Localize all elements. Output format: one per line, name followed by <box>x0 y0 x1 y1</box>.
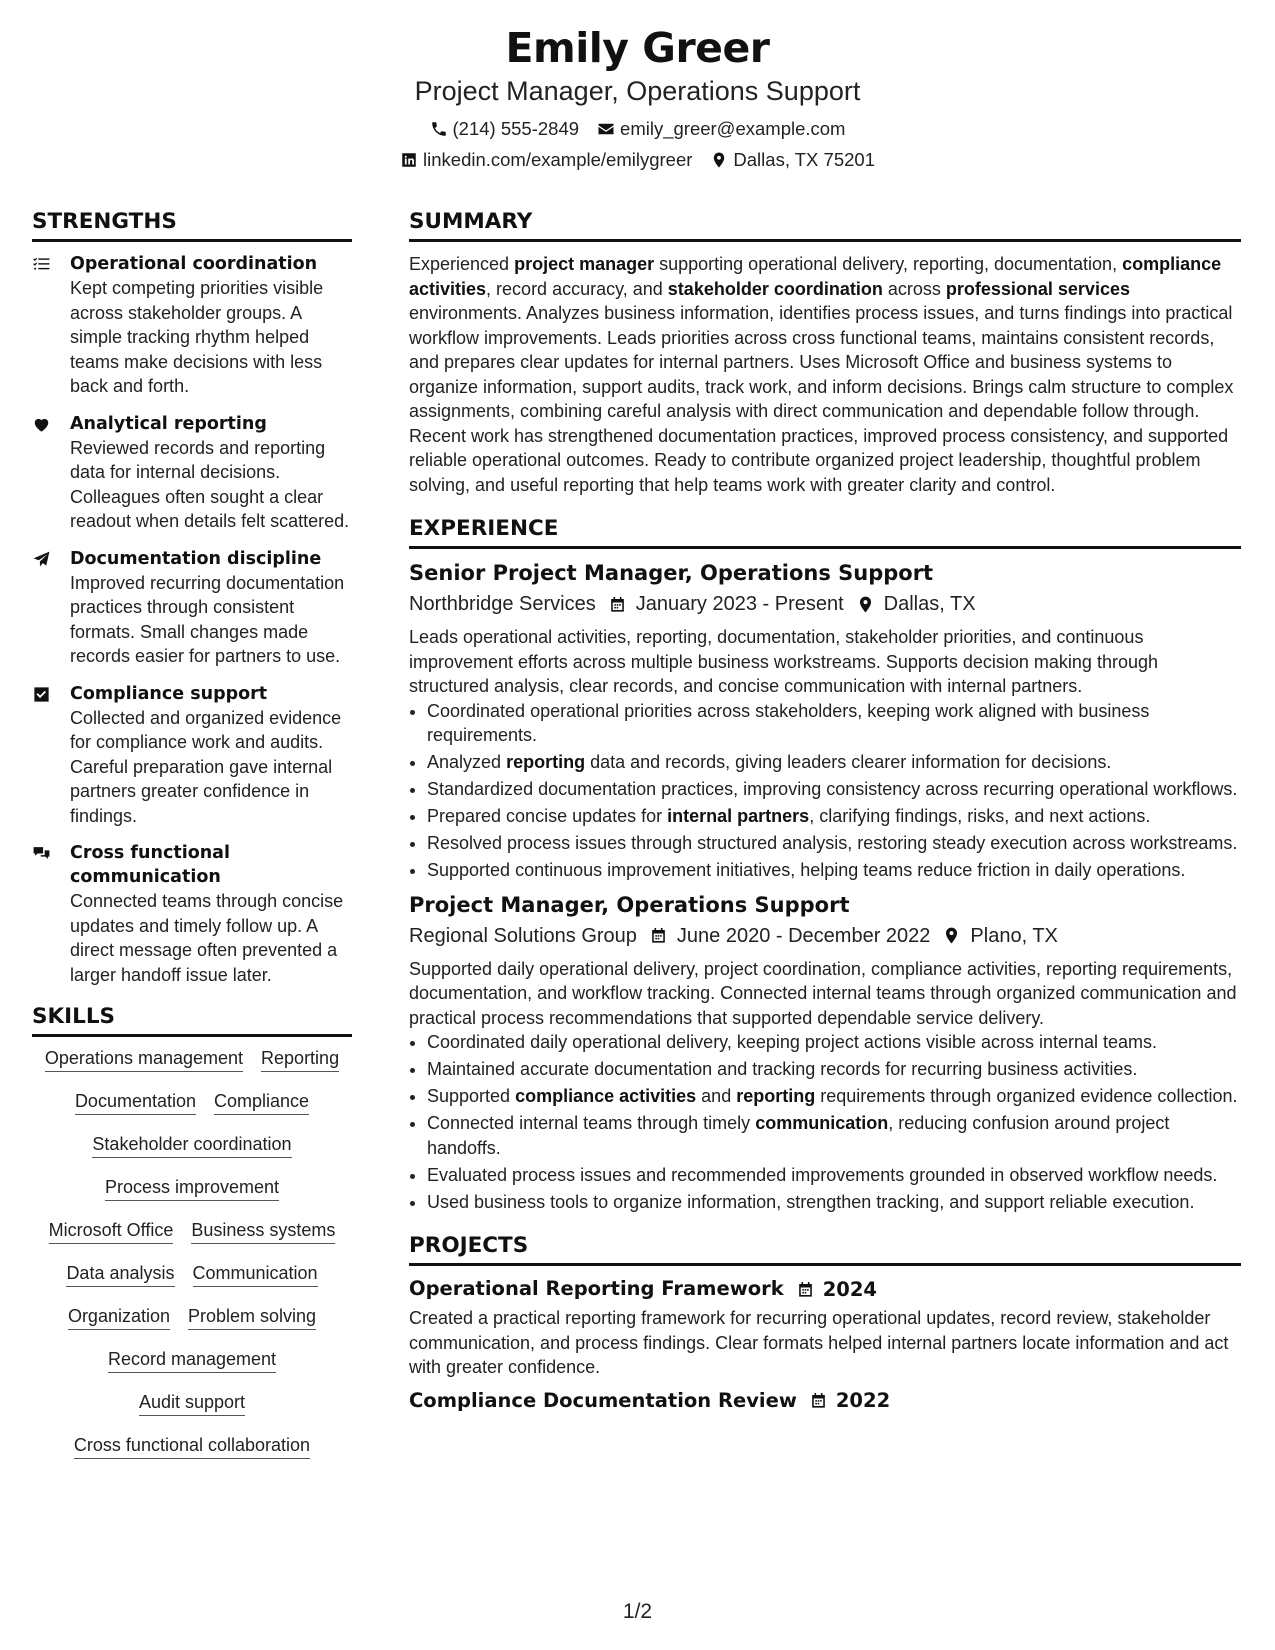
job-meta <box>409 591 1241 617</box>
project-entry <box>409 1276 1241 1380</box>
job-bullet: • Resolved process issues through structured analysis, restoring steady execution across workstreams. <box>427 831 1241 856</box>
list-check-icon <box>32 255 51 274</box>
candidate-title: Project Manager, Operations Support <box>414 76 861 106</box>
heart-icon <box>32 415 51 434</box>
strength-description: Kept competing priorities visible across stakeholder groups. A simple tracking rhythm helped teams make decisions with less back and forth. <box>70 278 324 396</box>
job-bullet: • Used business tools to organize information, strengthen tracking, and support reliable execution. <box>427 1190 1241 1215</box>
strength-icon-wrap <box>32 412 70 534</box>
strength-title: Cross functional communication <box>70 843 230 887</box>
paper-plane-icon <box>32 550 51 569</box>
job-bullets <box>409 699 1241 883</box>
calendar-icon <box>608 595 627 614</box>
checkbox-icon <box>32 685 51 704</box>
skill-tag: Organization <box>68 1305 170 1330</box>
strength-body <box>70 252 352 399</box>
project-name: Operational Reporting Framework <box>409 1277 784 1300</box>
job-dates-text: June 2020 - December 2022 <box>676 924 931 947</box>
job-bullet: • Supported compliance activities and reporting requirements through organized evidence collection. <box>427 1084 1241 1109</box>
calendar-icon <box>809 1391 828 1410</box>
job-description: Supported daily operational delivery, project coordination, compliance activities, reporting requirements, documentation, and workflow tracking. Connected internal teams through organized communication and practical process recommendations that supported dependable service delivery. <box>409 958 1237 1028</box>
job-entry <box>409 559 1241 883</box>
strength-description: Reviewed records and reporting data for internal decisions. Colleagues often sought a clear readout when details felt scattered. <box>70 437 350 531</box>
strength-title: Documentation discipline <box>70 548 322 569</box>
strength-icon-wrap <box>32 682 70 829</box>
skill-row <box>32 1348 352 1373</box>
job-dates-text: January 2023 - Present <box>635 593 844 615</box>
phone-icon <box>430 120 448 138</box>
experience-heading: EXPERIENCE <box>409 515 1241 549</box>
project-date-text: 2024 <box>822 1277 877 1301</box>
job-dates <box>649 923 931 949</box>
skill-row <box>32 1047 352 1072</box>
strength-item <box>32 841 352 987</box>
left-column <box>32 208 352 1477</box>
skill-row <box>32 1391 352 1416</box>
projects-list <box>409 1276 1241 1414</box>
strength-description: Improved recurring documentation practices through consistent formats. Small changes made records easier for partners to use. <box>70 572 345 666</box>
strength-body <box>70 547 352 669</box>
strength-description: Connected teams through concise updates and timely follow up. A direct message often prevented a larger handoff issue later. <box>70 891 344 985</box>
strength-icon-wrap <box>32 547 70 669</box>
project-title-row <box>409 1388 1241 1414</box>
location-contact <box>710 149 875 171</box>
projects-heading: PROJECTS <box>409 1232 1241 1266</box>
strength-item <box>32 547 352 669</box>
map-pin-icon <box>942 926 961 945</box>
project-name: Compliance Documentation Review <box>409 1388 797 1412</box>
job-bullet: • Analyzed reporting data and records, giving leaders clearer information for decisions. <box>427 750 1241 775</box>
job-company: Regional Solutions Group <box>409 924 637 947</box>
job-dates <box>608 591 844 617</box>
envelope-icon <box>597 120 615 138</box>
strength-title: Compliance support <box>70 683 268 704</box>
skill-tag: Cross functional collaboration <box>74 1434 310 1459</box>
strength-body <box>70 412 352 534</box>
email-text[interactable]: emily_greer@example.com <box>620 118 846 139</box>
skill-row <box>32 1176 352 1201</box>
project-entry <box>409 1388 1241 1414</box>
skill-row <box>32 1133 352 1158</box>
skill-row <box>32 1262 352 1287</box>
project-date <box>809 1389 890 1412</box>
skill-tag: Business systems <box>191 1219 335 1244</box>
skill-row <box>32 1434 352 1459</box>
chat-bubbles-icon <box>32 844 51 863</box>
skill-tag: Microsoft Office <box>49 1219 174 1244</box>
map-pin-icon <box>856 595 875 614</box>
strength-item <box>32 252 352 399</box>
job-bullet: • Prepared concise updates for internal partners, clarifying findings, risks, and next actions. <box>427 804 1241 829</box>
contact-row-1 <box>0 118 1275 140</box>
job-location <box>856 591 976 617</box>
job-location-text: Plano, TX <box>970 924 1058 947</box>
skill-row <box>32 1305 352 1330</box>
strength-description: Collected and organized evidence for compliance work and audits. Careful preparation gave internal partners greater confidence in findings. <box>70 707 342 826</box>
skill-tag: Documentation <box>75 1090 196 1115</box>
project-description: Created a practical reporting framework for recurring operational updates, record review, stakeholder communication, and process findings. Clear formats helped internal partners locate information and act with greater confidence. <box>409 1308 1229 1377</box>
skill-tag: Stakeholder coordination <box>92 1133 291 1158</box>
job-bullet: • Maintained accurate documentation and tracking records for recurring business activities. <box>427 1057 1241 1082</box>
job-entry <box>409 891 1241 1215</box>
location-text: Dallas, TX 75201 <box>733 149 875 170</box>
strength-body <box>70 841 352 987</box>
job-bullet: • Standardized documentation practices, improving consistency across recurring operational workflows. <box>427 777 1241 802</box>
strength-item <box>32 412 352 534</box>
skill-row <box>32 1090 352 1115</box>
linkedin-text[interactable]: linkedin.com/example/emilygreer <box>423 149 693 170</box>
skills-list <box>32 1047 352 1459</box>
strength-icon-wrap <box>32 841 70 987</box>
skill-tag: Communication <box>193 1262 318 1287</box>
candidate-name: Emily Greer <box>505 24 770 72</box>
right-column <box>409 208 1241 1418</box>
calendar-icon <box>649 926 668 945</box>
skill-tag: Reporting <box>261 1047 339 1072</box>
strength-title: Operational coordination <box>70 254 318 274</box>
job-description: Leads operational activities, reporting, documentation, stakeholder priorities, and continuous improvement efforts across multiple business workstreams. Supports decision making through structured analysis, clear records, and concise communication with internal partners. <box>409 627 1158 696</box>
strength-item <box>32 682 352 829</box>
job-location <box>942 923 1057 949</box>
phone-text: (214) 555-2849 <box>452 118 580 139</box>
map-pin-icon <box>710 151 728 169</box>
email-contact[interactable] <box>597 118 845 140</box>
job-title: Project Manager, Operations Support <box>409 892 850 917</box>
skill-tag: Data analysis <box>66 1262 174 1287</box>
strength-title: Analytical reporting <box>70 413 267 434</box>
job-location-text: Dallas, TX <box>883 593 976 615</box>
skill-tag: Compliance <box>214 1090 309 1115</box>
job-bullets <box>409 1030 1241 1214</box>
linkedin-icon <box>400 151 418 169</box>
strengths-list <box>32 252 352 987</box>
calendar-icon <box>796 1280 815 1299</box>
skill-tag: Operations management <box>45 1047 243 1072</box>
job-bullet: • Supported continuous improvement initiatives, helping teams reduce friction in daily operations. <box>427 858 1241 883</box>
project-title-row <box>409 1276 1241 1302</box>
linkedin-contact[interactable] <box>400 149 692 171</box>
summary-heading: SUMMARY <box>409 208 1241 242</box>
contact-row-2 <box>0 149 1275 171</box>
job-title: Senior Project Manager, Operations Support <box>409 561 934 585</box>
phone-contact <box>430 118 580 140</box>
experience-list <box>409 559 1241 1214</box>
job-bullet: • Evaluated process issues and recommended improvements grounded in observed workflow needs. <box>427 1163 1241 1188</box>
strengths-heading: STRENGTHS <box>32 208 352 242</box>
strength-body <box>70 682 352 829</box>
job-meta <box>409 923 1241 949</box>
skill-tag: Record management <box>108 1348 276 1373</box>
page-number: 1/2 <box>622 1600 653 1623</box>
job-company: Northbridge Services <box>409 593 596 615</box>
skill-row <box>32 1219 352 1244</box>
skill-tag: Audit support <box>139 1391 245 1416</box>
skill-tag: Problem solving <box>188 1305 316 1330</box>
project-date <box>796 1278 877 1301</box>
resume-header <box>0 22 1275 171</box>
job-bullet: • Coordinated operational priorities across stakeholders, keeping work aligned with business requirements. <box>427 699 1241 748</box>
job-bullet: • Connected internal teams through timely communication, reducing confusion around project handoffs. <box>427 1111 1241 1160</box>
strength-icon-wrap <box>32 252 70 399</box>
skill-tag: Process improvement <box>105 1176 279 1201</box>
project-date-text: 2022 <box>835 1389 891 1412</box>
job-bullet: • Coordinated daily operational delivery, keeping project actions visible across internal teams. <box>427 1030 1241 1055</box>
summary-paragraph: Experienced project manager supporting operational delivery, reporting, documentation, compliance activities, record accuracy, and stakeholder coordination across professional services environments. Analyzes business information, identifies process issues, and turns findings into practical workflow improvements. Leads priorities across cross functional teams, maintains consistent records, and prepares clear updates for internal partners. Uses Microsoft Office and business systems to organize information, support audits, track work, and inform decisions. Brings calm structure to complex assignments, combining careful analysis with direct communication and dependable follow through. Recent work has strengthened documentation practices, improved process consistency, and supported reliable operational outcomes. Ready to contribute organized project leadership, thoughtful problem solving, and useful reporting that help teams work with greater clarity and control. <box>409 254 1234 495</box>
skills-heading: SKILLS <box>32 1003 352 1037</box>
